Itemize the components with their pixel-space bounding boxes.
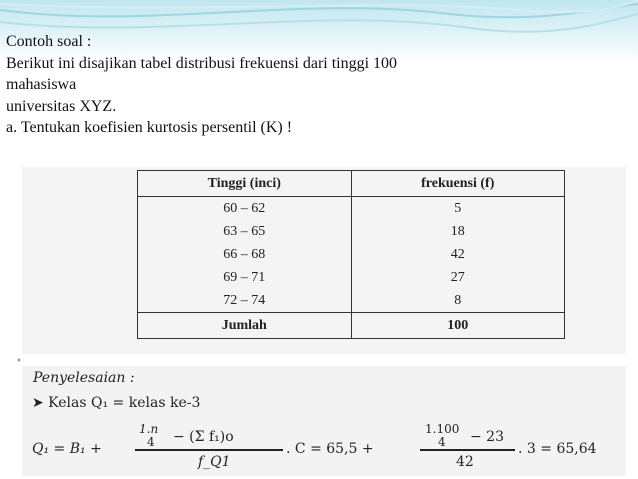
- table-header-row: [138, 171, 565, 197]
- cell-class: 69 – 71: [138, 266, 352, 289]
- table-total-row: [138, 313, 565, 339]
- cell-class: 66 – 68: [138, 243, 352, 266]
- formula-num2-top: 1.100: [425, 422, 460, 436]
- intro-line-description-cont: mahasiswa: [6, 76, 77, 93]
- formula-num2-den: 4: [438, 435, 446, 449]
- table-row: [138, 197, 565, 221]
- table-row: [138, 243, 565, 266]
- distribution-table-panel: [22, 167, 626, 354]
- cell-frequency: 5: [351, 197, 564, 221]
- cell-frequency: 18: [351, 220, 564, 243]
- cell-frequency: 27: [351, 266, 564, 289]
- cell-class: 72 – 74: [138, 289, 352, 313]
- formula-den2: 42: [456, 454, 474, 470]
- fraction-bar-1: [135, 449, 283, 451]
- table-row: [138, 220, 565, 243]
- formula-num-n: 1.n: [139, 422, 159, 436]
- quartile-formula: [30, 424, 620, 474]
- total-label: Jumlah: [138, 313, 352, 339]
- table-row: [138, 266, 565, 289]
- fraction-bar-2: [420, 449, 515, 451]
- formula-den-fq1: f_Q1: [198, 454, 231, 470]
- solution-title: Penyelesaian :: [33, 370, 135, 386]
- solution-kelas-line: ➤ Kelas Q₁ = kelas ke-3: [32, 395, 201, 411]
- formula-num-rest: − (Σ f₁)o: [173, 429, 234, 445]
- formula-num2-rest: − 23: [470, 429, 504, 445]
- formula-middle: . C = 65,5 +: [286, 441, 374, 457]
- frequency-distribution-table: [137, 170, 565, 339]
- formula-lhs: Q₁ = B₁ +: [32, 441, 102, 457]
- cell-frequency: 8: [351, 289, 564, 313]
- solution-panel: [22, 366, 626, 476]
- cell-frequency: 42: [351, 243, 564, 266]
- intro-line-university: universitas XYZ.: [6, 97, 117, 115]
- bullet-dot: •: [16, 356, 22, 367]
- cell-class: 60 – 62: [138, 197, 352, 221]
- intro-line-question: a. Tentukan koefisien kurtosis persentil (K) !: [6, 119, 293, 136]
- formula-end: . 3 = 65,64: [518, 441, 597, 457]
- total-value: 100: [351, 313, 564, 339]
- intro-text: [6, 31, 606, 139]
- intro-line-description: Berikut ini disajikan tabel distribusi frekuensi dari tinggi 100: [6, 54, 398, 72]
- column-header-frequency: frekuensi (f): [351, 171, 564, 197]
- intro-line-heading: Contoh soal :: [6, 33, 92, 50]
- cell-class: 63 – 65: [138, 220, 352, 243]
- table-row: [138, 289, 565, 313]
- column-header-height: Tinggi (inci): [138, 171, 352, 197]
- formula-num-4: 4: [147, 435, 155, 449]
